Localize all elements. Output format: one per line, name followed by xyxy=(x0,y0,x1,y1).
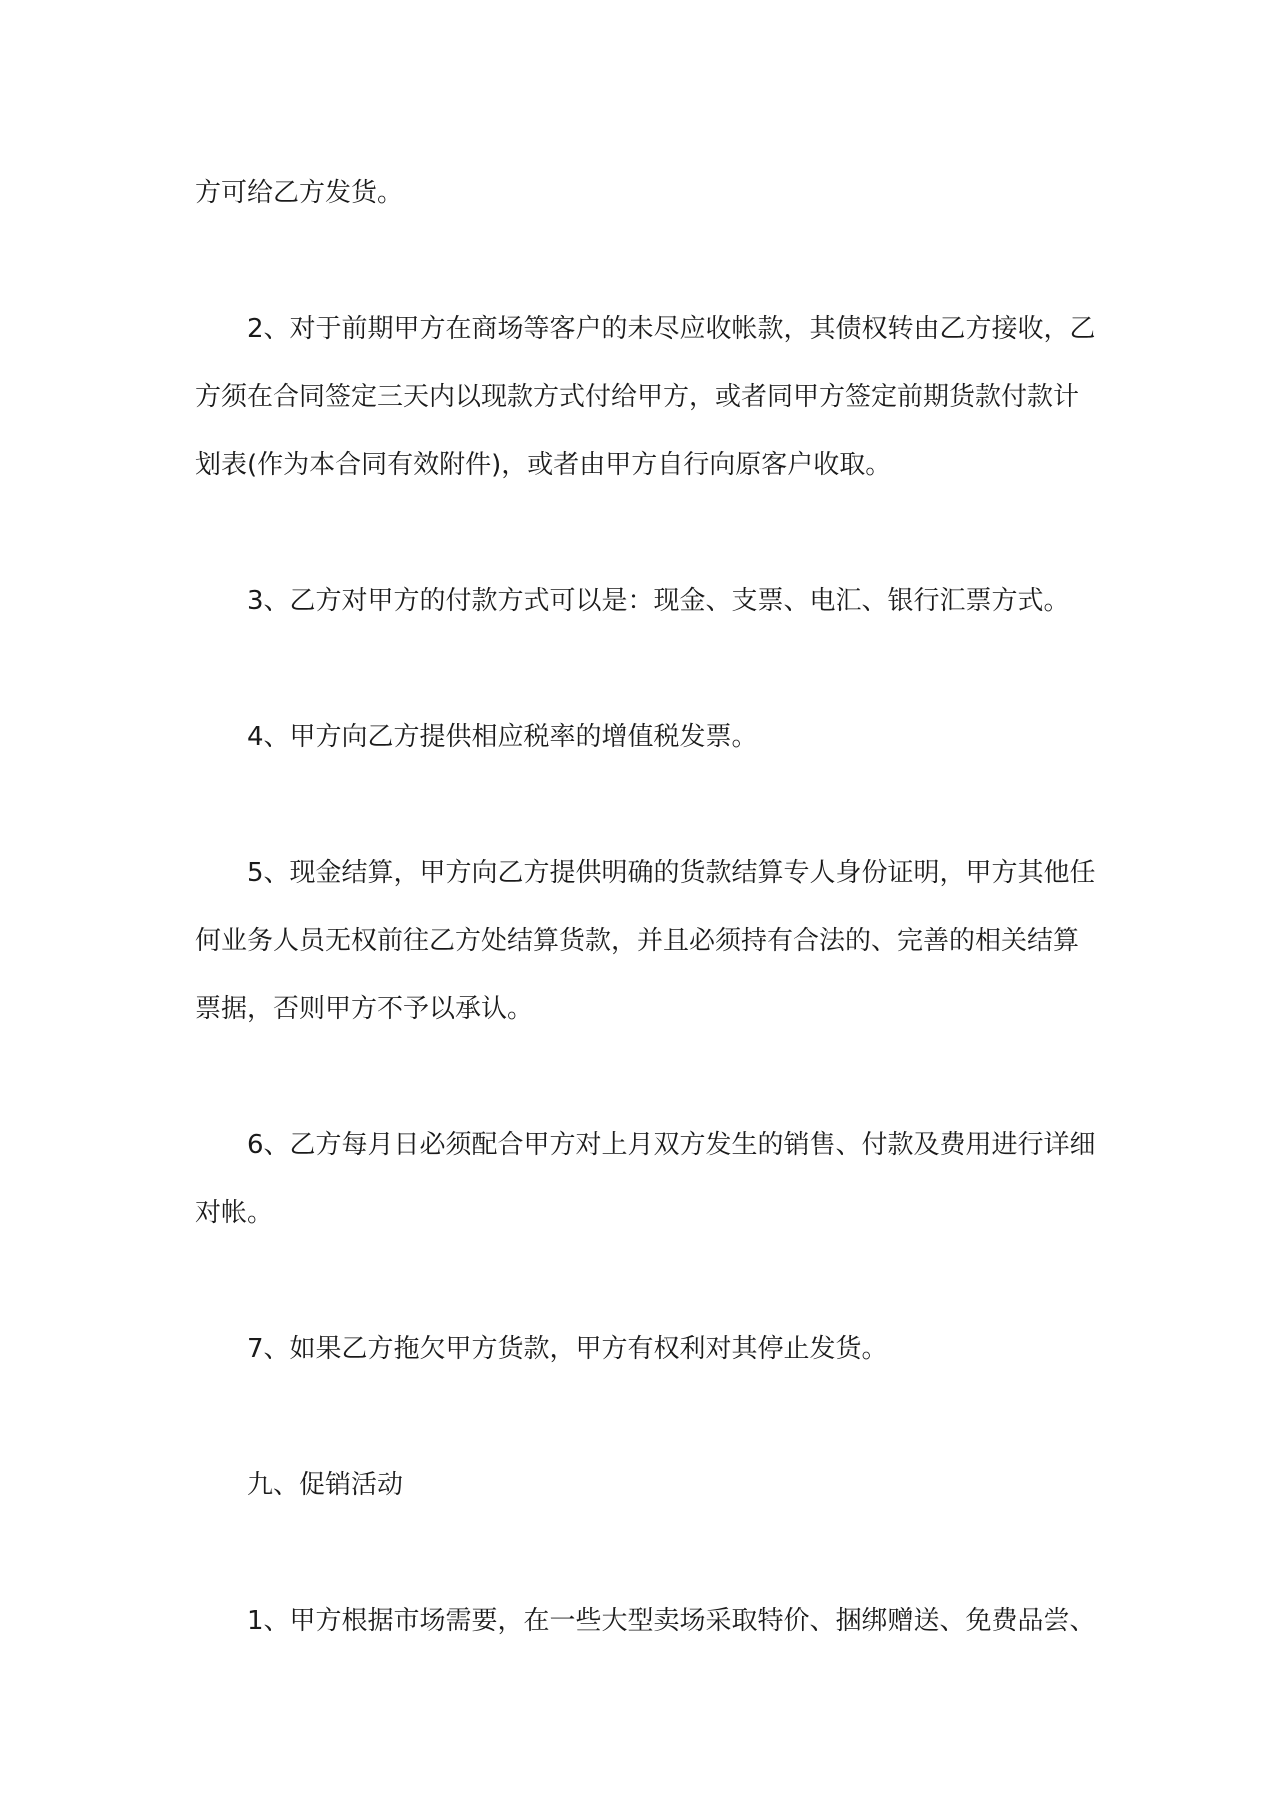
text-line: 划表(作为本合同有效附件)，或者由甲方自行向原客户收取。 xyxy=(195,450,892,480)
text-line: 票据，否则甲方不予以承认。 xyxy=(195,994,534,1024)
text-line: 方可给乙方发货。 xyxy=(195,178,404,208)
paragraph-promotions-item-1 xyxy=(195,1587,1095,1655)
section-heading-promotions xyxy=(195,1451,1095,1519)
text-line: 6、乙方每月日必须配合甲方对上月双方发生的销售、付款及费用进行详细 xyxy=(247,1130,1096,1160)
text-line: 5、现金结算，甲方向乙方提供明确的货款结算专人身份证明，甲方其他任 xyxy=(247,858,1096,888)
document-body xyxy=(195,159,1095,1723)
paragraph-item-5 xyxy=(195,839,1095,1043)
paragraph-item-7 xyxy=(195,1315,1095,1383)
paragraph-item-6 xyxy=(195,1111,1095,1247)
paragraph-item-3 xyxy=(195,567,1095,635)
heading-line: 九、促销活动 xyxy=(247,1470,404,1500)
text-line: 7、如果乙方拖欠甲方货款，甲方有权利对其停止发货。 xyxy=(247,1334,888,1364)
paragraph-item-2 xyxy=(195,295,1095,499)
text-line: 2、对于前期甲方在商场等客户的未尽应收帐款，其债权转由乙方接收，乙 xyxy=(247,314,1096,344)
text-line: 何业务人员无权前往乙方处结算货款，并且必须持有合法的、完善的相关结算 xyxy=(195,926,1080,956)
text-line: 方须在合同签定三天内以现款方式付给甲方，或者同甲方签定前期货款付款计 xyxy=(195,382,1080,412)
text-line: 4、甲方向乙方提供相应税率的增值税发票。 xyxy=(247,722,758,752)
text-line: 3、乙方对甲方的付款方式可以是：现金、支票、电汇、银行汇票方式。 xyxy=(247,586,1070,616)
paragraph-item-4 xyxy=(195,703,1095,771)
paragraph-continuation xyxy=(195,159,1095,227)
text-line: 对帐。 xyxy=(195,1198,274,1228)
text-line: 1、甲方根据市场需要，在一些大型卖场采取特价、捆绑赠送、免费品尝、 xyxy=(247,1606,1096,1636)
